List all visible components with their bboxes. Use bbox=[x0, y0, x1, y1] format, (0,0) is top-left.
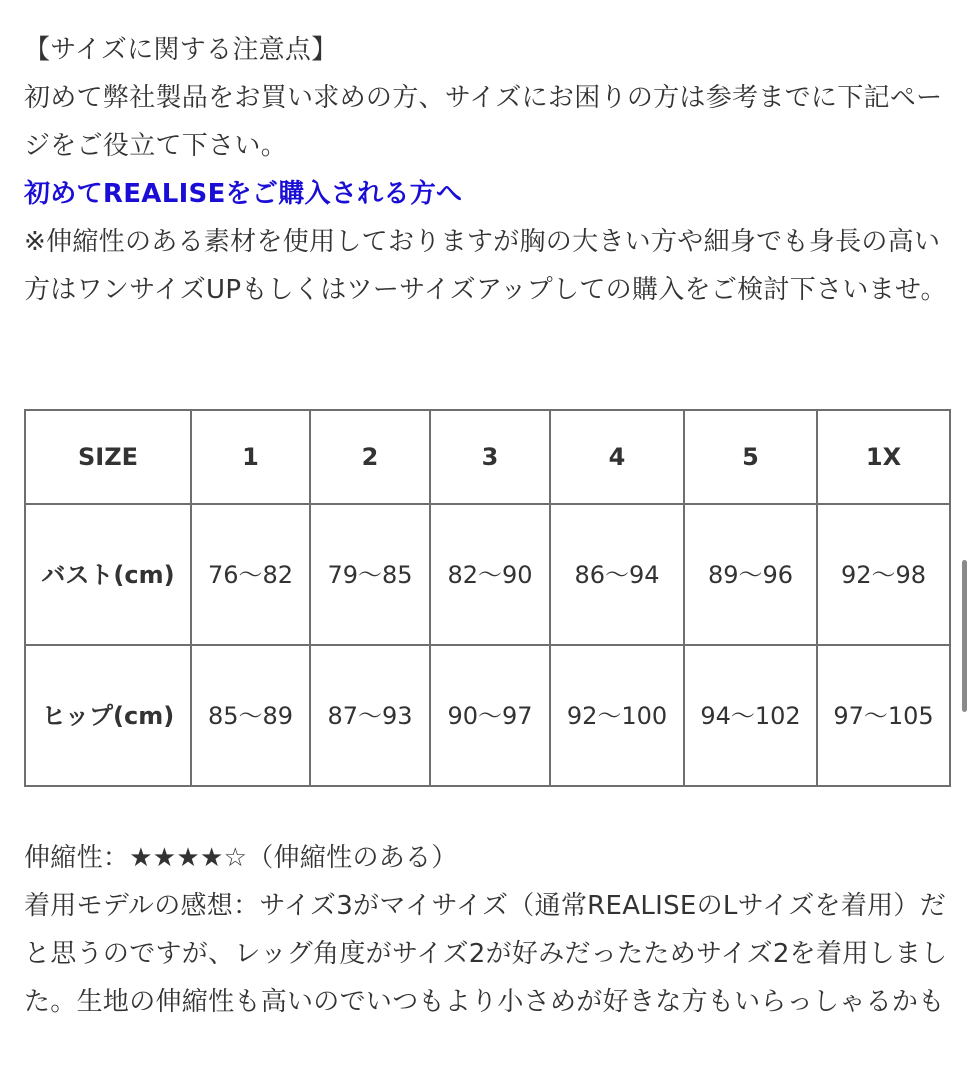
stretch-rating: 伸縮性：★★★★☆（伸縮性のある） bbox=[24, 843, 458, 873]
size-header-row bbox=[25, 410, 950, 504]
hip-row bbox=[25, 645, 950, 786]
bust-size-4: 86〜94 bbox=[550, 504, 684, 645]
bust-row bbox=[25, 504, 950, 645]
hip-size-1x: 97〜105 bbox=[817, 645, 950, 786]
size-header-2: 2 bbox=[310, 410, 430, 504]
size-notes-heading: 【サイズに関する注意点】 bbox=[24, 35, 338, 65]
hip-label: ヒップ(cm) bbox=[25, 645, 191, 786]
size-header-4: 4 bbox=[550, 410, 684, 504]
hip-size-1: 85〜89 bbox=[191, 645, 310, 786]
first-time-buyer-link[interactable]: 初めてREALISEをご購入される方へ bbox=[24, 179, 463, 209]
bust-size-5: 89〜96 bbox=[684, 504, 817, 645]
bust-size-1x: 92〜98 bbox=[817, 504, 950, 645]
bust-size-1: 76〜82 bbox=[191, 504, 310, 645]
product-details-section bbox=[24, 834, 949, 1026]
size-header-3: 3 bbox=[430, 410, 550, 504]
size-header-label: SIZE bbox=[25, 410, 191, 504]
hip-size-4: 92〜100 bbox=[550, 645, 684, 786]
size-notes-body: 初めて弊社製品をお買い求めの方、サイズにお困りの方は参考までに下記ページをご役立て下さい。 bbox=[24, 83, 943, 161]
page-scrollbar[interactable] bbox=[962, 560, 967, 712]
size-header-5: 5 bbox=[684, 410, 817, 504]
size-chart-table bbox=[24, 409, 951, 787]
size-notes-section bbox=[24, 26, 949, 314]
size-header-1x: 1X bbox=[817, 410, 950, 504]
hip-size-5: 94〜102 bbox=[684, 645, 817, 786]
stretch-material-note: ※伸縮性のある素材を使用しておりますが胸の大きい方や細身でも身長の高い方はワンサイズUPもしくはツーサイズアップしての購入をご検討下さいませ。 bbox=[24, 227, 947, 305]
bust-size-3: 82〜90 bbox=[430, 504, 550, 645]
bust-label: バスト(cm) bbox=[25, 504, 191, 645]
size-header-1: 1 bbox=[191, 410, 310, 504]
hip-size-2: 87〜93 bbox=[310, 645, 430, 786]
hip-size-3: 90〜97 bbox=[430, 645, 550, 786]
model-impression: 着用モデルの感想：サイズ3がマイサイズ（通常REALISEのLサイズを着用）だと思うのですが、レッグ角度がサイズ2が好みだったためサイズ2を着用しました。生地の伸縮性も高いのでいつもより小さめが好きな方もいらっしゃるかも bbox=[24, 891, 948, 1017]
bust-size-2: 79〜85 bbox=[310, 504, 430, 645]
